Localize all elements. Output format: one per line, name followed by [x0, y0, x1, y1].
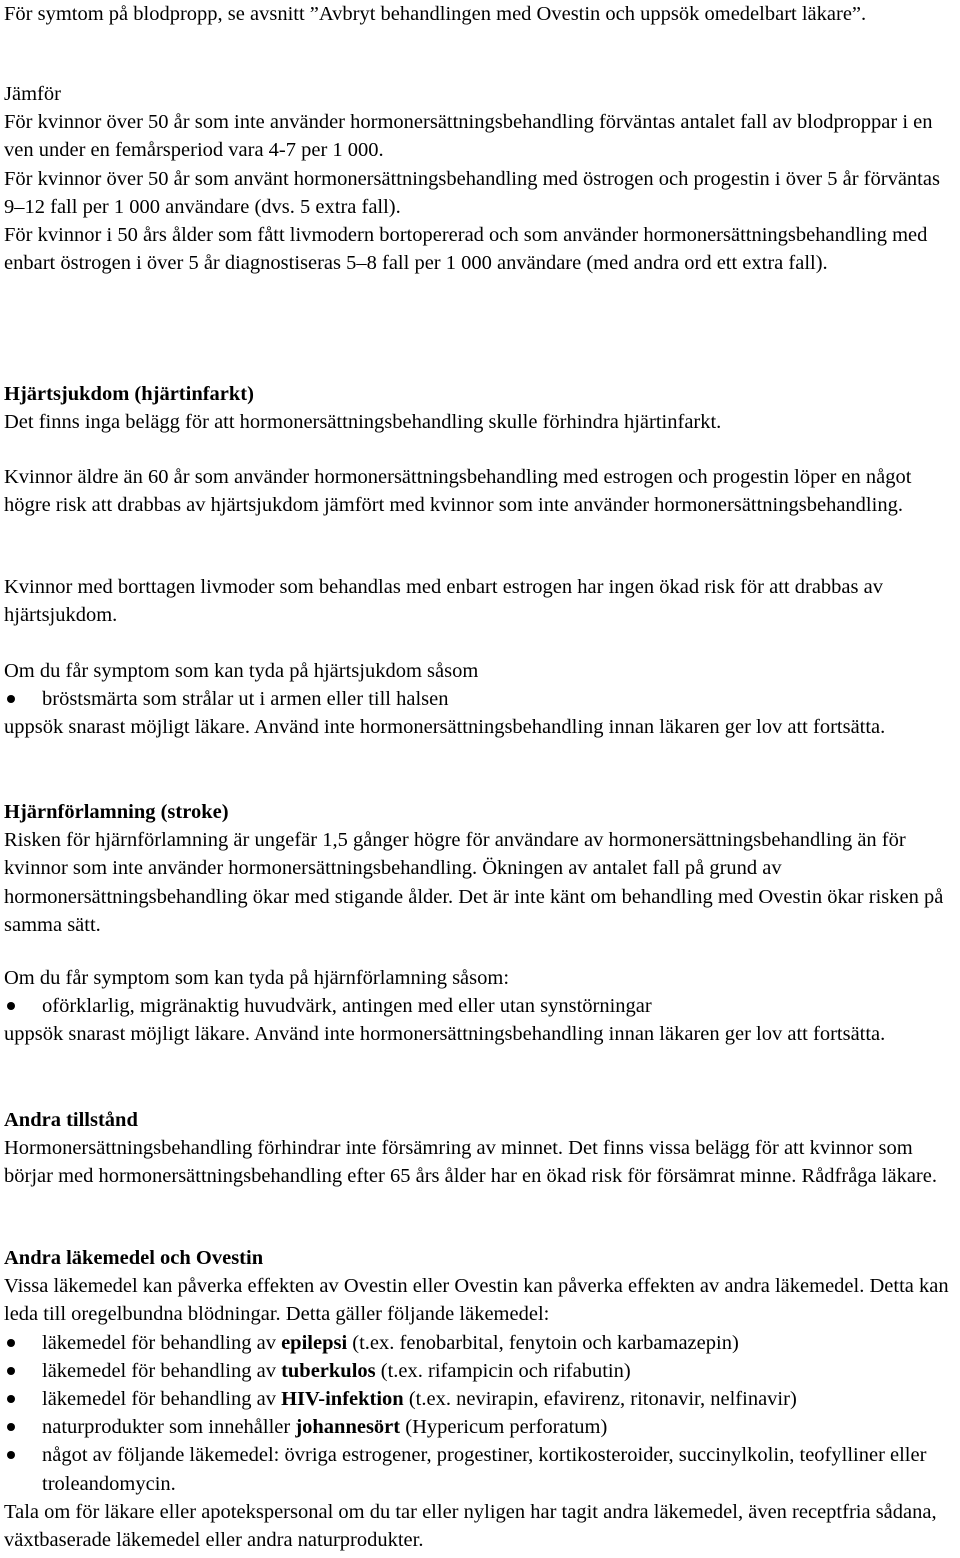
list-item-pre: naturprodukter som innehåller [42, 1416, 296, 1439]
bullet-dot [7, 695, 15, 703]
list-item-bold: tuberkulos [281, 1359, 376, 1382]
list-item [4, 1329, 956, 1357]
bullet-dot [7, 1339, 15, 1347]
andra-lakemedel-paragraph-1: Vissa läkemedel kan påverka effekten av Ovestin eller Ovestin kan påverka effekten av andra läkemedel. Detta kan leda till oregelbundna blödningar. Detta gäller följande läkemedel: [4, 1275, 949, 1326]
andra-tillstand-section [4, 1106, 956, 1191]
bullet-dot [7, 1395, 15, 1403]
list-item-pre: läkemedel för behandling av [42, 1359, 282, 1382]
stroke-paragraph-1: Risken för hjärnförlamning är ungefär 1,5 gånger högre för användare av hormonersättningsbehandling än för kvinnor som inte använder hormonersättningsbehandling. Ökningen av antalet fall på grund av hormonersättningsbehandling ökar med stigande ålder. Det är inte känt om behandling med Ovestin ökar risken på samma sätt. [4, 829, 944, 936]
stroke-section [4, 798, 956, 939]
stroke-heading: Hjärnförlamning (stroke) [4, 801, 229, 823]
hjartsjukdom-paragraph-2: Kvinnor äldre än 60 år som använder hormonersättningsbehandling med estrogen och progestin löper en något högre risk att drabbas av hjärtsjukdom jämfört med kvinnor som inte använder hormonersättningsbehandling. [4, 466, 912, 517]
list-item-pre: läkemedel för behandling av [42, 1331, 282, 1354]
list-item-bold: epilepsi [281, 1331, 348, 1354]
bullet-dot [7, 1451, 15, 1459]
hjartsjukdom-bullet-list [4, 685, 956, 713]
jamfor-paragraph-3: För kvinnor i 50 års ålder som fått livmodern bortopererad och som använder hormonersättningsbehandling med enbart östrogen i över 5 år diagnostiseras 5–8 fall per 1 000 användare (med andra ord ett extra fall). [4, 224, 928, 275]
andra-lakemedel-section [4, 1244, 956, 1554]
hjartsjukdom-paragraph-2-block [4, 463, 956, 519]
list-item-post: (t.ex. rifampicin och rifabutin) [375, 1359, 631, 1382]
list-item [4, 1413, 956, 1441]
andra-lakemedel-paragraph-2: Tala om för läkare eller apotekspersonal om du tar eller nyligen har tagit andra läkemedel, även receptfria sådana, växtbaserade läkemedel eller andra naturprodukter. [4, 1500, 937, 1552]
bullet-dot [7, 1002, 15, 1010]
hjartsjukdom-symptom-block [4, 657, 956, 742]
bullet-dot [7, 1367, 15, 1375]
list-item [4, 1357, 956, 1385]
andra-lakemedel-bullet-list [4, 1329, 956, 1498]
hjartsjukdom-paragraph-3: Kvinnor med borttagen livmoder som behandlas med enbart estrogen har ingen ökad risk för att drabbas av hjärtsjukdom. [4, 576, 883, 627]
hjartsjukdom-paragraph-3-block [4, 573, 956, 629]
stroke-bullet-list [4, 992, 956, 1020]
list-item-bold: johannesört [295, 1416, 401, 1439]
jamfor-title: Jämför [4, 83, 61, 105]
andra-lakemedel-heading: Andra läkemedel och Ovestin [4, 1247, 264, 1269]
stroke-paragraph-3: uppsök snarast möjligt läkare. Använd inte hormonersättningsbehandling innan läkaren ger lov att fortsätta. [4, 1023, 886, 1046]
jamfor-section [4, 80, 956, 277]
list-item-pre: läkemedel för behandling av [42, 1388, 282, 1411]
list-item-pre: något av följande läkemedel: övriga estrogener, progestiner, kortikosteroider, succinylkolin, teofylliner eller troleandomycin. [42, 1444, 927, 1495]
bullet-dot [7, 1423, 15, 1431]
list-item [4, 1385, 956, 1413]
list-item-bold: HIV-infektion [281, 1388, 404, 1411]
hjartsjukdom-heading: Hjärtsjukdom (hjärtinfarkt) [4, 383, 254, 405]
stroke-symptom-block [4, 964, 956, 1049]
intro-paragraph: För symtom på blodpropp, se avsnitt ”Avbryt behandlingen med Ovestin och uppsök omedelbart läkare”. [4, 3, 867, 25]
intro-section [4, 0, 956, 28]
list-item-text: bröstsmärta som strålar ut i armen eller till halsen [42, 688, 449, 711]
list-item-text: oförklarlig, migränaktig huvudvärk, antingen med eller utan synstörningar [42, 995, 652, 1018]
list-item [4, 1441, 956, 1497]
list-item-post: (Hypericum perforatum) [400, 1416, 608, 1439]
list-item-post: (t.ex. fenobarbital, fenytoin och karbamazepin) [347, 1331, 739, 1354]
jamfor-paragraph-2: För kvinnor över 50 år som använt hormonersättningsbehandling med östrogen och progestin i över 5 år förväntas 9–12 fall per 1 000 användare (dvs. 5 extra fall). [4, 167, 940, 218]
andra-tillstand-paragraph: Hormonersättningsbehandling förhindrar inte försämring av minnet. Det finns vissa belägg för att kvinnor som börjar med hormonersättningsbehandling efter 65 års ålder har en ökad risk för försämrat minne. Rådfråga läkare. [4, 1137, 937, 1188]
stroke-paragraph-2: Om du får symptom som kan tyda på hjärnförlamning såsom: [4, 967, 510, 989]
hjartsjukdom-paragraph-4: Om du får symptom som kan tyda på hjärtsjukdom såsom [4, 660, 479, 682]
hjartsjukdom-paragraph-5: uppsök snarast möjligt läkare. Använd inte hormonersättningsbehandling innan läkaren ger lov att fortsätta. [4, 716, 886, 739]
list-item-post: (t.ex. nevirapin, efavirenz, ritonavir, nelfinavir) [403, 1388, 797, 1411]
andra-tillstand-heading: Andra tillstånd [4, 1109, 138, 1131]
list-item [4, 685, 956, 713]
hjartsjukdom-section [4, 380, 956, 436]
jamfor-paragraph-1: För kvinnor över 50 år som inte använder hormonersättningsbehandling förväntas antalet fall av blodproppar i en ven under en femårsperiod vara 4-7 per 1 000. [4, 111, 933, 162]
list-item [4, 992, 956, 1020]
hjartsjukdom-paragraph-1: Det finns inga belägg för att hormonersättningsbehandling skulle förhindra hjärtinfarkt. [4, 411, 722, 434]
